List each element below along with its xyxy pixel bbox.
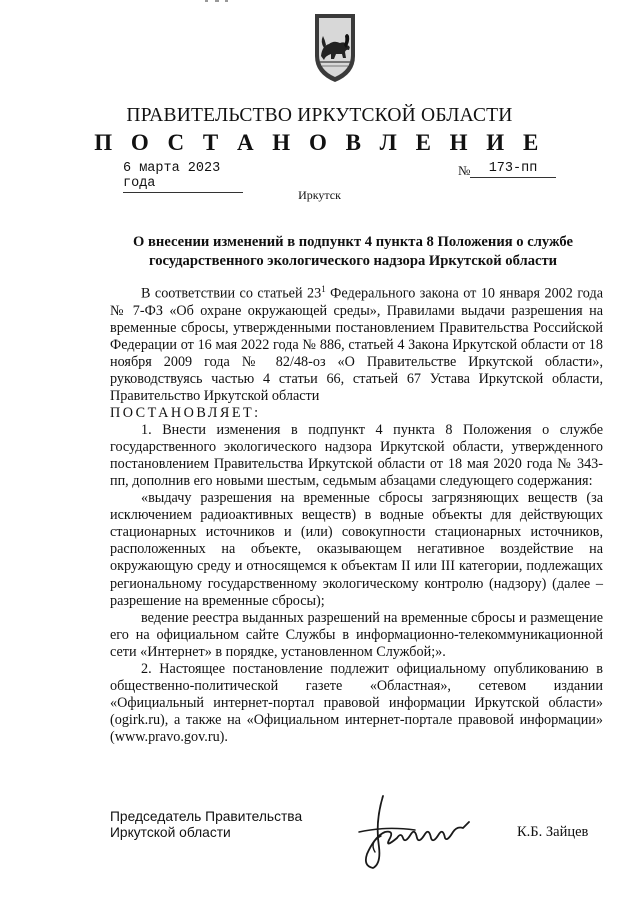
preamble-start: В соответствии со статьей 23 [141,285,322,302]
document-date: 6 марта 2023 года [123,161,243,193]
quote-paragraph-2: ведение реестра выданных разрешений на временные сбросы и размещение его на официальном сайте Службы в информационно-телекоммуникационной сети «Интернет» в порядке, установленном Службой;». [110,609,603,660]
title-line-1: О внесении изменений в подпункт 4 пункта 8 Положения о службе [133,234,573,250]
coat-of-arms-emblem [312,12,358,84]
city-name: Иркутск [298,188,341,202]
position-line-1: Председатель Правительства [110,809,303,824]
government-name: ПРАВИТЕЛЬСТВО ИРКУТСКОЙ ОБЛАСТИ [126,105,513,126]
document-title [110,233,596,271]
position-line-2: Иркутской области [110,824,231,840]
document-body [110,281,603,746]
title-line-2: государственного экологического надзора Иркутской области [148,253,558,269]
item-2-paragraph: 2. Настоящее постановление подлежит официальному опубликованию в общественно-политической газете «Областная», сетевом издании «Официальный интернет-портал правовой информации Иркутской области» (ogirk.ru), а также на «Официальном интернет-портале правовой информации» (www.pravo.gov.ru). [110,660,603,745]
number-sign: № [458,163,471,178]
preamble-paragraph [110,281,603,405]
document-type: П О С Т А Н О В Л Е Н И Е [94,130,545,155]
scan-marks [203,0,233,4]
signatory-position [110,809,302,840]
document-number: 173-пп [470,161,556,178]
handwritten-signature [345,792,475,872]
item-1-paragraph: 1. Внести изменения в подпункт 4 пункта 8 Положения о службе государственного экологического надзора Иркутской области, утвержденного постановлением Правительства Иркутской области от 18 мая 2020 года № 343-пп, дополнив его новыми шестым, седьмым абзацами следующего содержания: [110,422,603,490]
preamble-superscript: 1 [321,284,326,294]
decree-word: ПОСТАНОВЛЯЕТ: [110,405,261,422]
signatory-name: К.Б. Зайцев [517,824,589,840]
preamble-rest: Федерального закона от 10 января 2002 года № 7-ФЗ «Об охране окружающей среды», Правилами выдачи разрешения на временные сбросы, утвержденными постановлением Правительства Российской Федерации от 16 мая 2022 года № 886, статьей 4 Закона Иркутской области от 18 ноября 2009 года № 82/48-оз «О Правительстве Иркутской области», руководствуясь частью 4 статьи 66, статьей 67 Устава Иркутской области, Правительство Иркутской области [110,285,603,405]
quote-paragraph-1: «выдачу разрешения на временные сбросы загрязняющих веществ (за исключением радиоактивных веществ) в водные объекты для действующих стационарных источников и (или) совокупности стационарных источников, расположенных на объекте, оказывающем негативное воздействие на окружающую среду и относящемся к объектам II или III категории, подлежащих региональному государственному экологическому контролю (надзору) (далее – разрешение на временные сбросы); [110,490,603,609]
